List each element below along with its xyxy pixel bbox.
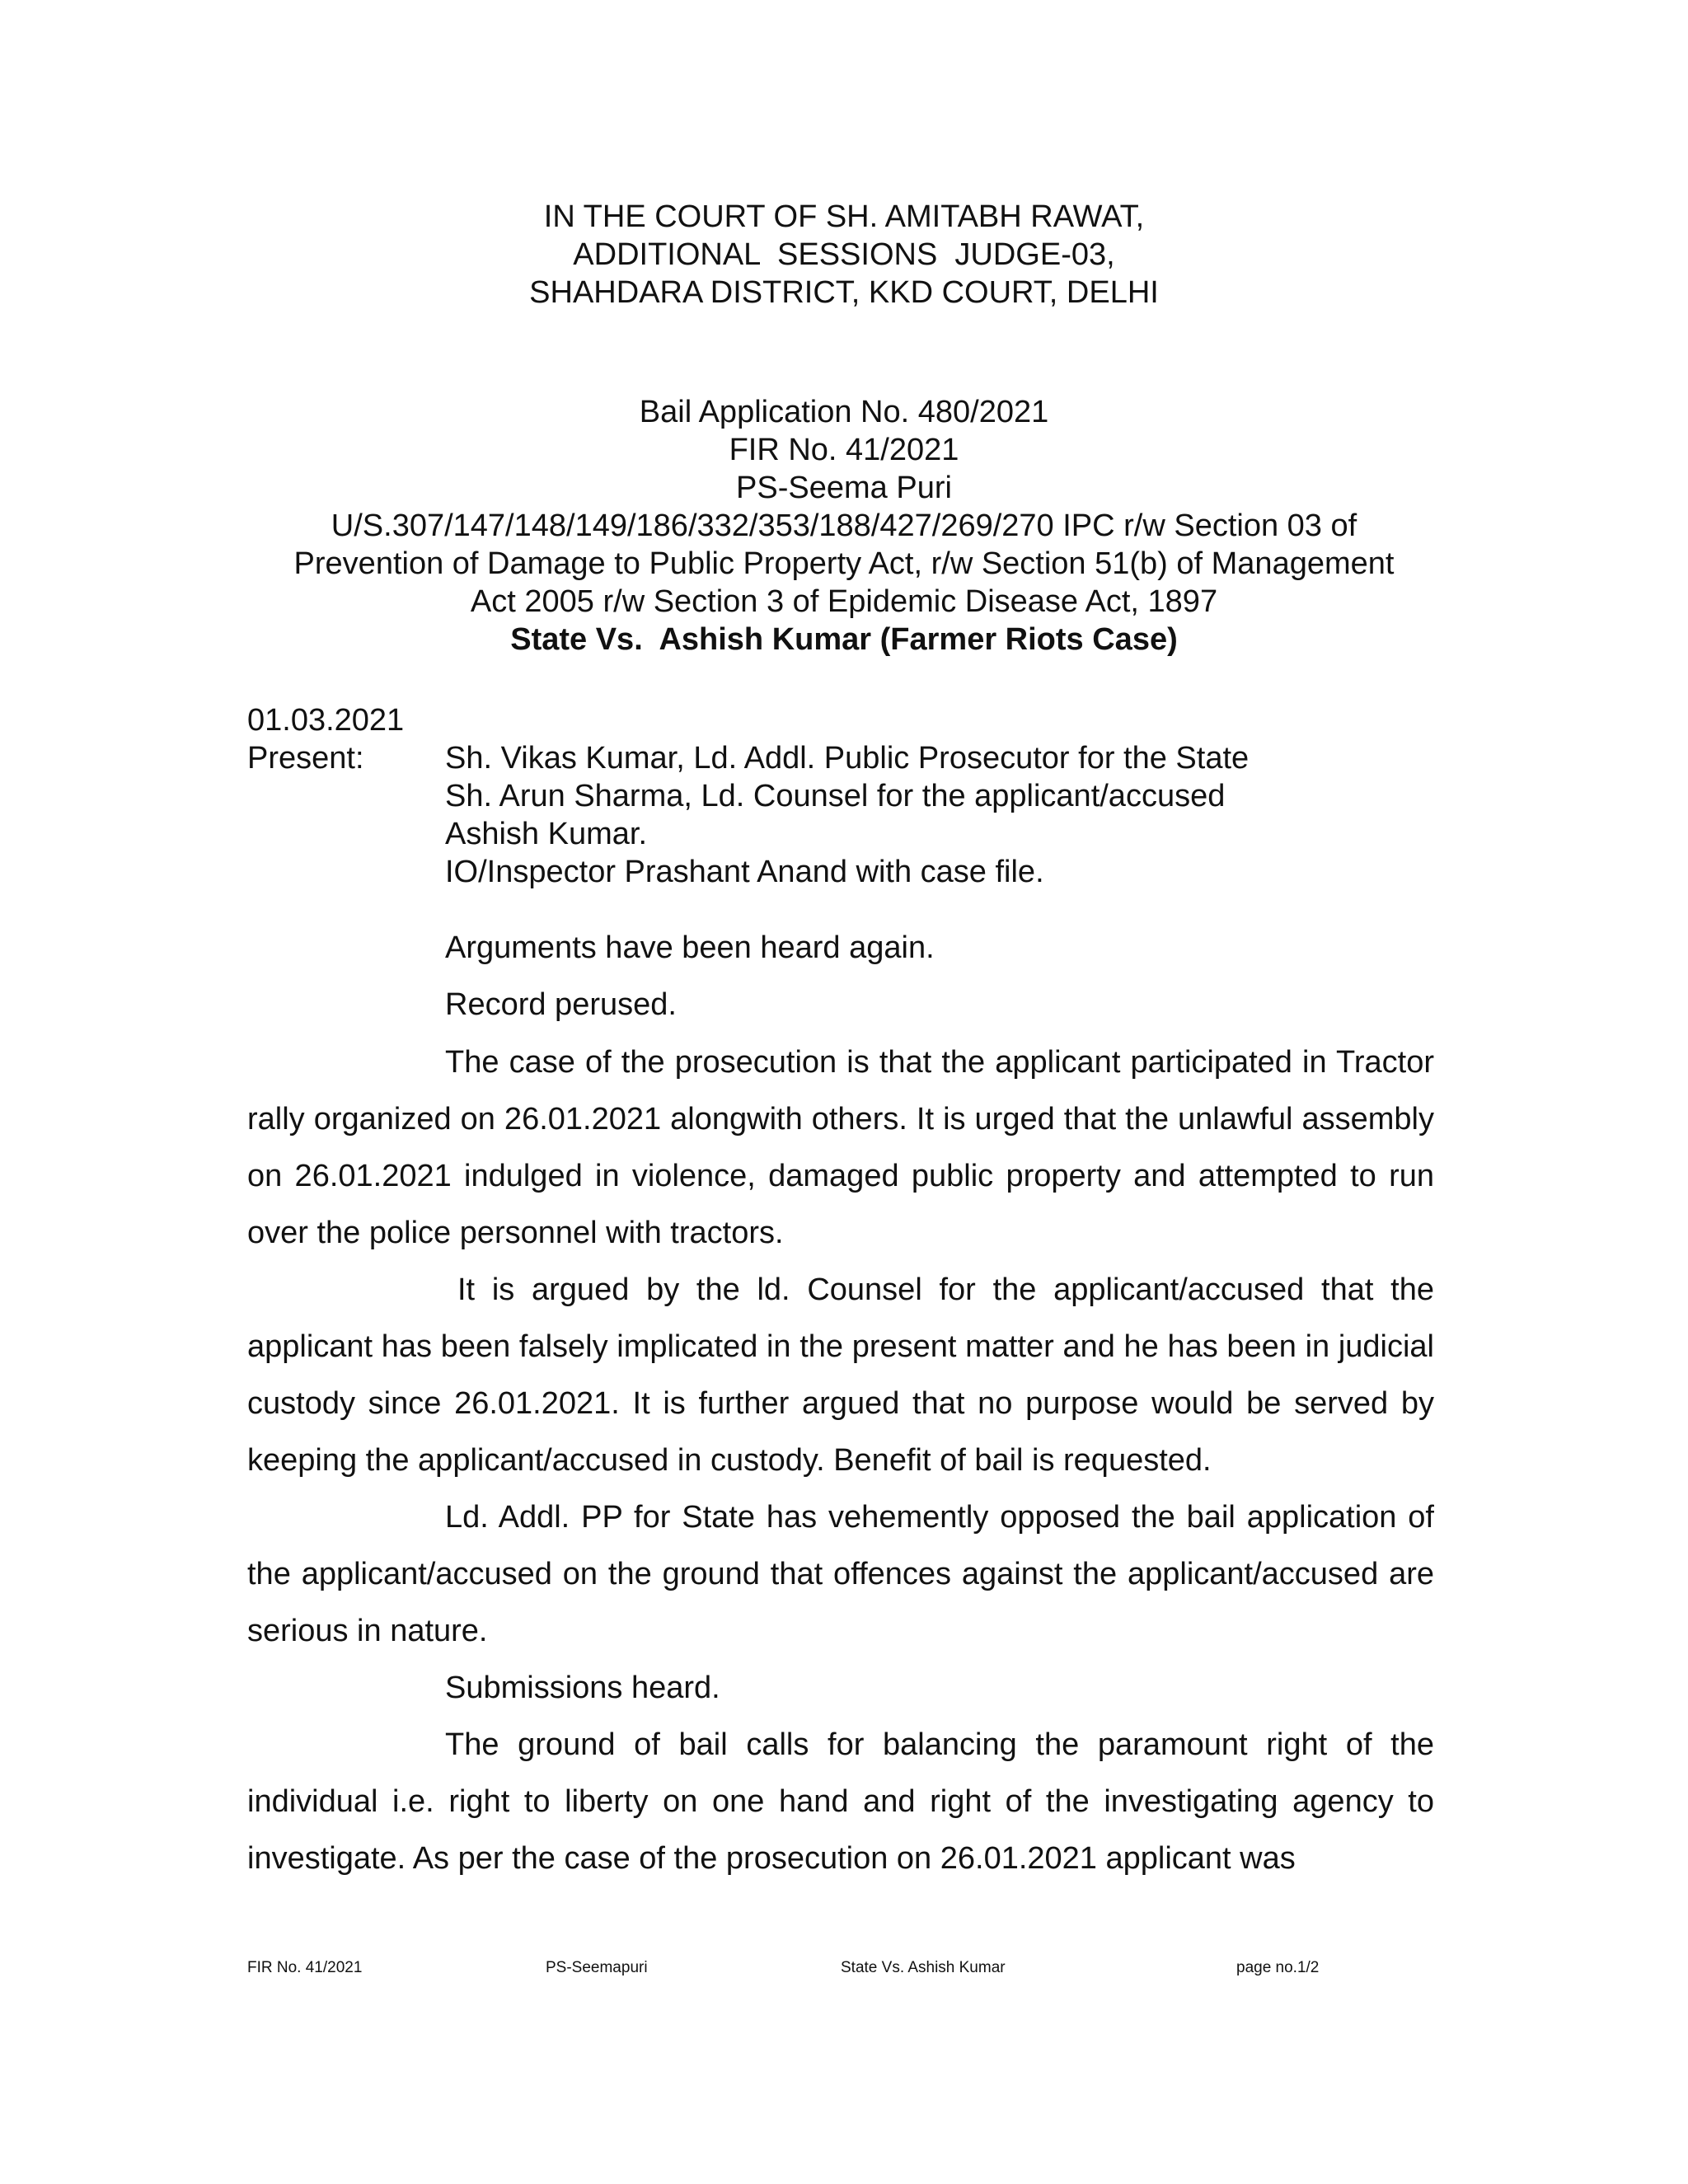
bail-application-number: Bail Application No. 480/2021 [639,395,1049,429]
present-prosecutor: Sh. Vikas Kumar, Ld. Addl. Public Prosecutor for the State [445,741,1250,776]
case-title: State Vs. Ashish Kumar (Farmer Riots Case) [510,622,1178,657]
bail-ground-paragraph: The ground of bail calls for balancing the paramount right of the individual i.e. right to liberty on one hand and right of the investigating agency to investigate. As per the case of the prosecution on 26.01.2021 applicant was [247,1727,1434,1876]
fir-number: FIR No. 41/2021 [729,433,959,467]
sections-line-1: U/S.307/147/148/149/186/332/353/188/427/269/270 IPC r/w Section 03 of [331,509,1357,543]
arguments-heard-line: Arguments have been heard again. [445,930,935,965]
present-label: Present: [247,741,364,776]
present-counsel: Sh. Arun Sharma, Ld. Counsel for the applicant/accused [445,779,1226,813]
court-name-line-1: IN THE COURT OF SH. AMITABH RAWAT, [543,199,1145,234]
order-date: 01.03.2021 [247,703,405,738]
court-name-line-3: SHAHDARA DISTRICT, KKD COURT, DELHI [529,275,1159,310]
present-io: IO/Inspector Prashant Anand with case file. [445,855,1044,889]
prosecution-opposition-paragraph: Ld. Addl. PP for State has vehemently opposed the bail application of the applicant/accused on the ground that offences against the applicant/accused are serious in nature. [247,1500,1434,1648]
present-accused: Ashish Kumar. [445,817,647,851]
record-perused-line: Record perused. [445,987,677,1022]
footer-fir: FIR No. 41/2021 [247,1959,363,1976]
footer-case-title: State Vs. Ashish Kumar [841,1959,1006,1976]
sections-line-2: Prevention of Damage to Public Property Act, r/w Section 51(b) of Management [293,546,1395,581]
footer-ps: PS-Seemapuri [546,1959,648,1976]
footer-page-number: page no.1/2 [1236,1959,1320,1976]
court-name-line-2: ADDITIONAL SESSIONS JUDGE-03, [573,237,1115,272]
prosecution-case-paragraph: The case of the prosecution is that the applicant participated in Tractor rally organized on 26.01.2021 alongwith others. It is urged that the unlawful assembly on 26.01.2021 indulged in violence, damaged public property and attempted to run over the police personnel with tractors. [247,1045,1434,1250]
sections-line-3: Act 2005 r/w Section 3 of Epidemic Disease Act, 1897 [470,584,1218,619]
submissions-heard-line: Submissions heard. [445,1671,720,1705]
police-station: PS-Seema Puri [736,471,952,505]
defence-argument-paragraph: It is argued by the ld. Counsel for the applicant/accused that the applicant has been falsely implicated in the present matter and he has been in judicial custody since 26.01.2021. It is further argued that no purpose would be served by keeping the applicant/accused in custody. Benefit of bail is requested. [247,1272,1434,1478]
